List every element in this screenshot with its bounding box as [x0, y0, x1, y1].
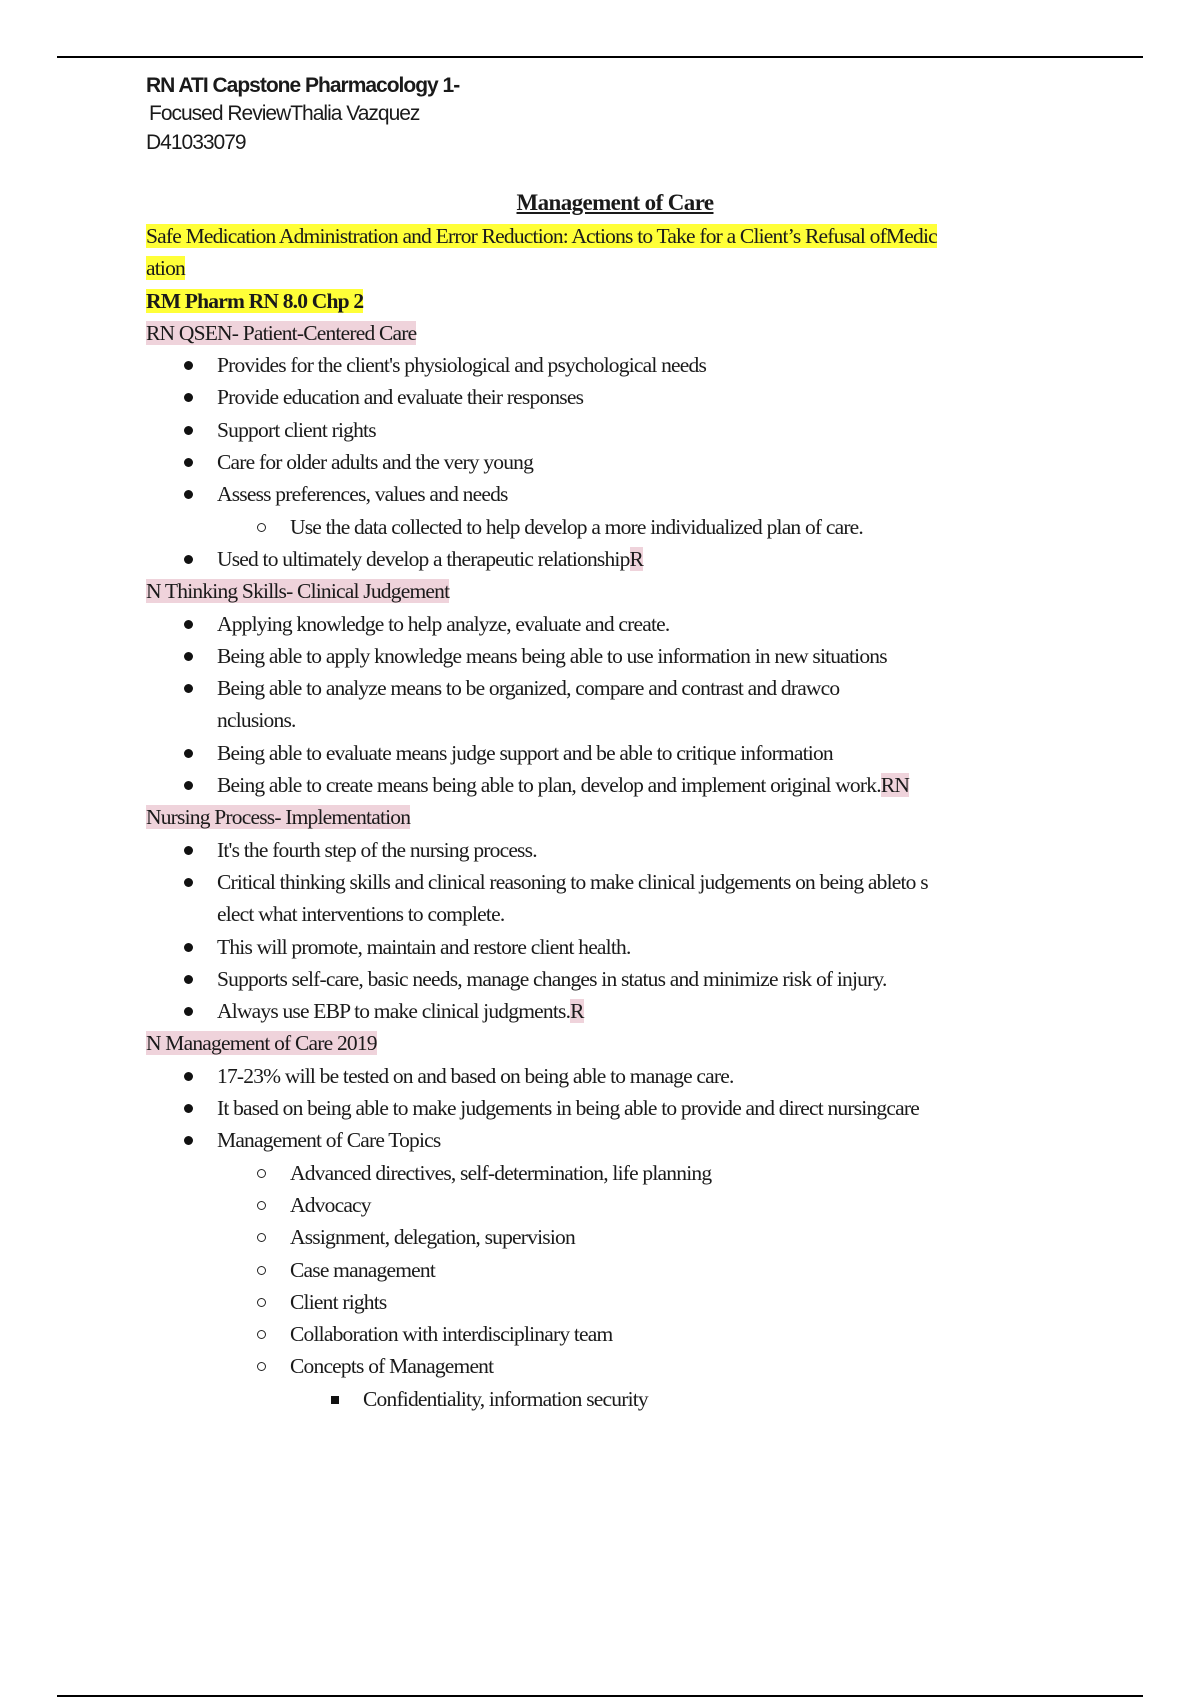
- heading-fragment: R: [570, 999, 584, 1024]
- list-item: Applying knowledge to help analyze, evaluate and create.: [146, 608, 1096, 640]
- list-item: Being able to apply knowledge means being able to use information in new situations: [146, 640, 1096, 672]
- document-body: [146, 220, 1096, 1415]
- list-item: Critical thinking skills and clinical reasoning to make clinical judgements on being ableto s: [146, 866, 1096, 898]
- sub-list-item: Case management: [146, 1254, 1096, 1286]
- page-title: Management of Care: [516, 190, 714, 215]
- list-item: Assess preferences, values and needs: [146, 478, 1096, 510]
- list-item: It's the fourth step of the nursing process.: [146, 834, 1096, 866]
- topic-line-1: Safe Medication Administration and Error Reduction: Actions to Take for a Client’s Refusal ofMedic: [146, 224, 937, 248]
- list-item: Being able to evaluate means judge support and be able to critique information: [146, 737, 1096, 769]
- sub-list-item: Assignment, delegation, supervision: [146, 1221, 1096, 1253]
- list-item: Support client rights: [146, 414, 1096, 446]
- list-item: 17-23% will be tested on and based on being able to manage care.: [146, 1060, 1096, 1092]
- list-item: [146, 769, 1096, 801]
- sub-sub-list-item: Confidentiality, information security: [146, 1383, 1096, 1415]
- sub-list-item: Concepts of Management: [146, 1350, 1096, 1382]
- list-item: Provides for the client's physiological and psychological needs: [146, 349, 1096, 381]
- list-item: Management of Care Topics: [146, 1124, 1096, 1156]
- course-title: RN ATI Capstone Pharmacology 1-: [146, 74, 460, 97]
- heading-fragment: R: [629, 546, 644, 571]
- list-item-text: Being able to create means being able to plan, develop and implement original work.: [217, 773, 881, 798]
- bottom-rule: [57, 1695, 1143, 1697]
- sub-list-item: Client rights: [146, 1286, 1096, 1318]
- document-header: [146, 72, 459, 158]
- list-item-text: Always use EBP to make clinical judgments.: [217, 999, 571, 1024]
- list-item-continuation: nclusions.: [217, 708, 296, 733]
- list-item-continuation: elect what interventions to complete.: [217, 902, 505, 927]
- sub-list-item: Use the data collected to help develop a more individualized plan of care.: [146, 511, 1096, 543]
- top-rule: [57, 56, 1143, 58]
- student-id: D41033079: [146, 131, 246, 154]
- section-heading: RN QSEN- Patient-Centered Care: [146, 320, 417, 345]
- section-heading: N Thinking Skills- Clinical Judgement: [146, 579, 450, 604]
- source-reference: RM Pharm RN 8.0 Chp 2: [146, 288, 364, 313]
- topic-line-2: ation: [146, 256, 185, 281]
- list-item: It based on being able to make judgements in being able to provide and direct nursingcare: [146, 1092, 1096, 1124]
- list-item: Supports self-care, basic needs, manage changes in status and minimize risk of injury.: [146, 963, 1096, 995]
- list-item: [146, 543, 1096, 575]
- list-item: Provide education and evaluate their responses: [146, 381, 1096, 413]
- sub-list-item: Advanced directives, self-determination, life planning: [146, 1157, 1096, 1189]
- list-item-text: Used to ultimately develop a therapeutic relationship: [217, 546, 630, 571]
- list-item: This will promote, maintain and restore client health.: [146, 931, 1096, 963]
- section-heading: Nursing Process- Implementation: [146, 805, 411, 830]
- list-item: [146, 995, 1096, 1027]
- review-author: Focused ReviewThalia Vazquez: [149, 102, 420, 125]
- list-item: Care for older adults and the very young: [146, 446, 1096, 478]
- section-heading: N Management of Care 2019: [146, 1031, 377, 1056]
- list-item: Being able to analyze means to be organized, compare and contrast and drawco: [146, 672, 1096, 704]
- sub-list-item: Advocacy: [146, 1189, 1096, 1221]
- sub-list-item: Collaboration with interdisciplinary team: [146, 1318, 1096, 1350]
- heading-fragment: RN: [880, 773, 910, 798]
